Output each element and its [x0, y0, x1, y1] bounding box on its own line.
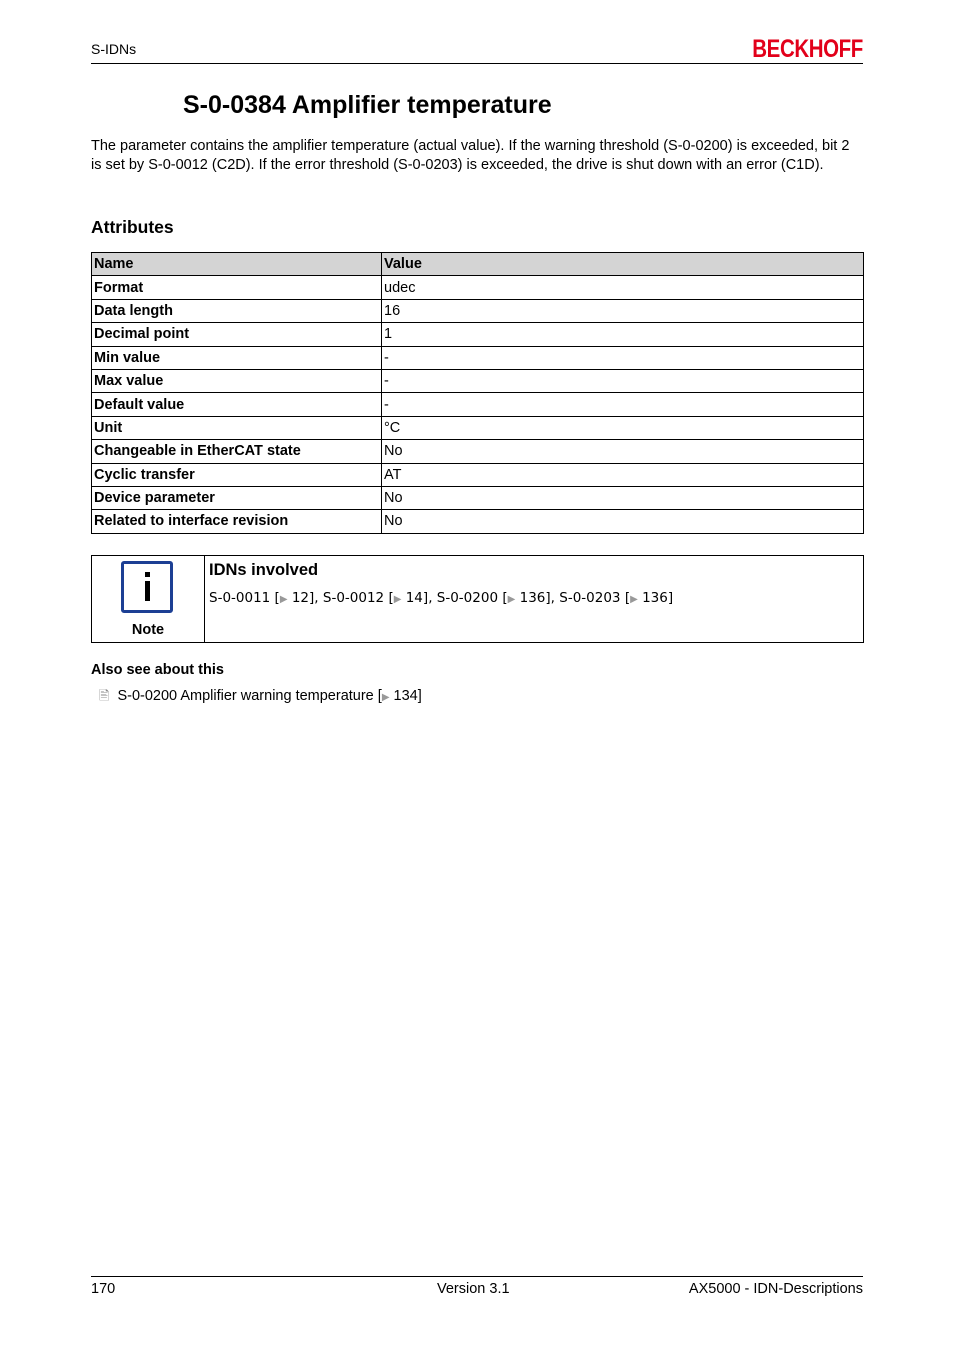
attribute-value: 16: [382, 299, 864, 322]
table-row: [92, 346, 864, 369]
attribute-name: Format: [92, 276, 382, 299]
attribute-name: Max value: [92, 369, 382, 392]
attribute-value: 1: [382, 323, 864, 346]
link-arrow-icon: ▶: [381, 692, 390, 703]
attribute-value: No: [382, 486, 864, 509]
attribute-name: Min value: [92, 346, 382, 369]
document-icon: 🖹: [99, 688, 110, 703]
link-arrow-icon: ▶: [279, 594, 288, 605]
page-title: S-0-0384 Amplifier temperature: [183, 91, 552, 119]
attribute-name: Device parameter: [92, 486, 382, 509]
note-icon-cell: [92, 556, 205, 642]
attribute-name: Data length: [92, 299, 382, 322]
table-row: [92, 440, 864, 463]
table-row: [92, 276, 864, 299]
idn-link[interactable]: S-0-0203 [▶ 136]: [559, 590, 674, 606]
idn-link-text: S-0-0011: [209, 590, 271, 606]
footer-page-number: 170: [91, 1281, 116, 1297]
idn-link-page: 136: [642, 590, 668, 606]
attribute-value: AT: [382, 463, 864, 486]
beckhoff-logo: BECKHOFF: [752, 35, 863, 63]
table-row: [92, 463, 864, 486]
intro-paragraph: The parameter contains the amplifier temperature (actual value). If the warning threshold (S-0-0200) is exceeded, bit 2 is set by S-0-0012 (C2D). If the error threshold (S-0-0203) is exceeded, the drive is shut down with an error (C1D).: [91, 138, 850, 173]
table-row: [92, 510, 864, 533]
header-section: S-IDNs: [91, 41, 137, 57]
attribute-name: Default value: [92, 393, 382, 416]
idn-link[interactable]: S-0-0012 [▶ 14]: [322, 590, 429, 606]
also-see-link-text: S-0-0200 Amplifier warning temperature: [117, 688, 374, 704]
attribute-value: °C: [382, 416, 864, 439]
attribute-name: Related to interface revision: [92, 510, 382, 533]
idn-link-page: 14: [405, 590, 423, 606]
idn-link-page: 136: [519, 590, 546, 606]
footer-doc-title: AX5000 - IDN-Descriptions: [688, 1281, 863, 1297]
also-see-item[interactable]: 🖹 S-0-0200 Amplifier warning temperature [▶ 134]: [99, 688, 422, 704]
table-row: [92, 393, 864, 416]
link-arrow-icon: ▶: [393, 594, 402, 605]
table-row: [92, 299, 864, 322]
also-see-link-page: 134: [393, 688, 418, 704]
attribute-value: No: [382, 440, 864, 463]
attribute-name: Cyclic transfer: [92, 463, 382, 486]
also-see-heading: Also see about this: [91, 662, 224, 678]
idn-link-page: 12: [291, 590, 310, 606]
link-arrow-icon: ▶: [507, 594, 516, 605]
attribute-name: Changeable in EtherCAT state: [92, 440, 382, 463]
footer-version: Version 3.1: [437, 1281, 510, 1297]
attribute-value: No: [382, 510, 864, 533]
attribute-value: -: [382, 369, 864, 392]
table-row: [92, 486, 864, 509]
attribute-value: udec: [382, 276, 864, 299]
idn-link-text: S-0-0200: [436, 590, 499, 606]
attributes-heading: Attributes: [91, 217, 174, 237]
idn-link-text: S-0-0203: [559, 590, 621, 606]
column-header-value: Value: [382, 253, 864, 276]
header-rule: [91, 63, 863, 64]
table-row: [92, 323, 864, 346]
attributes-table: [91, 252, 864, 534]
idn-link-text: S-0-0012: [322, 590, 385, 606]
idn-link[interactable]: S-0-0200 [▶ 136]: [436, 590, 551, 606]
column-header-name: Name: [92, 253, 382, 276]
link-arrow-icon: ▶: [630, 594, 638, 605]
note-label: Note: [131, 622, 165, 638]
note-links: S-0-0011 [▶ 12], S-0-0012 [▶ 14], S-0-0200 [▶ 136], S-0-0203 [▶ 136]: [209, 590, 674, 606]
info-icon: [121, 561, 173, 613]
footer-rule: [91, 1276, 863, 1277]
table-header-row: [92, 253, 864, 276]
attribute-value: -: [382, 346, 864, 369]
note-box: [91, 555, 864, 643]
idn-link[interactable]: S-0-0011 [▶ 12]: [209, 590, 315, 606]
attribute-value: -: [382, 393, 864, 416]
table-row: [92, 369, 864, 392]
attribute-name: Decimal point: [92, 323, 382, 346]
attribute-name: Unit: [92, 416, 382, 439]
table-row: [92, 416, 864, 439]
note-title: IDNs involved: [209, 561, 319, 579]
